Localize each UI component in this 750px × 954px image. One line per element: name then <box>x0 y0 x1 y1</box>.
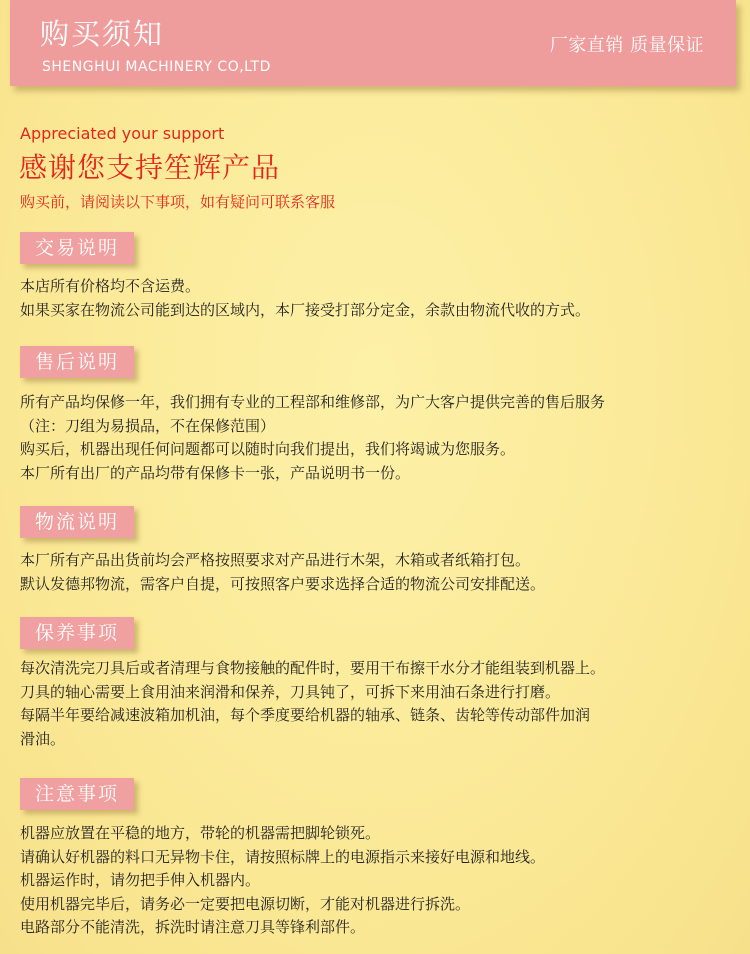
page-title: 购买须知 <box>40 17 165 51</box>
section-body-after-sales <box>20 391 744 485</box>
section-line: 请确认好机器的料口无异物卡住，请按照标牌上的电源指示来接好电源和地线。 <box>20 847 546 866</box>
intro-heading: 感谢您支持笙辉产品 <box>19 151 281 184</box>
section-body-logistics <box>20 549 744 596</box>
section-line: 电路部分不能清洗，拆洗时请注意刀具等锋利部件。 <box>20 918 366 936</box>
section-title-maintenance: 保养事项 <box>20 617 134 649</box>
section-line: 机器应放置在平稳的地方，带轮的机器需把脚轮锁死。 <box>20 824 381 842</box>
section-title-precautions: 注意事项 <box>20 778 134 810</box>
slogan: 厂家直销 质量保证 <box>549 35 704 56</box>
section-title-logistics: 物流说明 <box>20 506 134 538</box>
section-line: 滑油。 <box>20 729 66 748</box>
section-line: 每次清洗完刀具后或者清理与食物接触的配件时，要用干布擦干水分才能组装到机器上。 <box>20 659 606 677</box>
section-body-trade <box>20 275 744 322</box>
section-line: 本厂所有出厂的产品均带有保修卡一张，产品说明书一份。 <box>20 463 411 482</box>
section-line: 本厂所有产品出货前均会严格按照要求对产品进行木架，木箱或者纸箱打包。 <box>20 551 531 569</box>
section-line: 本店所有价格均不含运费。 <box>20 277 201 295</box>
section-body-precautions <box>20 822 744 940</box>
intro-note: 购买前，请阅读以下事项，如有疑问可联系客服 <box>20 193 336 211</box>
section-line: （注：刀组为易损品，不在保修范围） <box>20 416 276 435</box>
section-line: 默认发德邦物流，需客户自提，可按照客户要求选择合适的物流公司安排配送。 <box>20 574 546 593</box>
section-line: 所有产品均保修一年，我们拥有专业的工程部和维修部，为广大客户提供完善的售后服务 <box>20 393 606 411</box>
section-body-maintenance <box>20 657 744 751</box>
section-title-trade: 交易说明 <box>20 232 134 264</box>
section-line: 机器运作时，请勿把手伸入机器内。 <box>20 871 261 889</box>
section-title-after-sales: 售后说明 <box>20 346 134 378</box>
section-line: 购买后，机器出现任何问题都可以随时向我们提出，我们将竭诚为您服务。 <box>20 440 516 458</box>
header-banner <box>10 0 736 86</box>
section-line: 如果买家在物流公司能到达的区域内，本厂接受打部分定金，余款由物流代收的方式。 <box>20 300 591 319</box>
section-line: 刀具的轴心需要上食用油来润滑和保养，刀具钝了，可拆下来用油石条进行打磨。 <box>20 682 561 701</box>
section-line: 使用机器完毕后，请务必一定要把电源切断，才能对机器进行拆洗。 <box>20 894 471 913</box>
intro-english: Appreciated your support <box>20 124 225 143</box>
section-line: 每隔半年要给减速波箱加机油，每个季度要给机器的轴承、链条、齿轮等传动部件加润 <box>20 706 591 724</box>
company-name: SHENGHUI MACHINERY CO,LTD <box>42 59 271 75</box>
